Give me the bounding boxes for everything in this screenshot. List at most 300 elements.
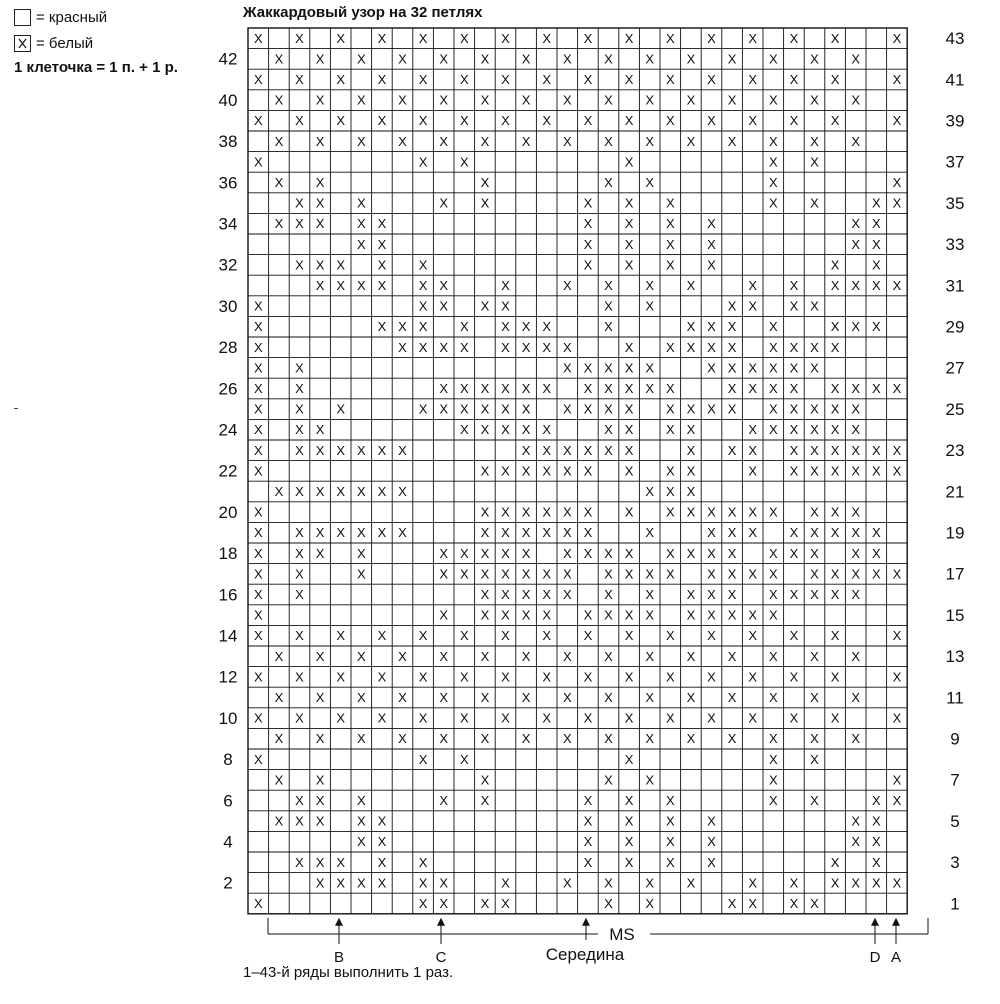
cell-x-mark: X	[336, 854, 346, 870]
cell-x-mark: X	[748, 113, 758, 129]
cell-x-mark: X	[501, 669, 510, 685]
cell-x-mark: X	[624, 360, 634, 376]
cell-x-mark: X	[810, 92, 819, 108]
cell-x-mark: X	[851, 92, 861, 108]
cell-x-mark: X	[356, 545, 366, 561]
cell-x-mark: X	[480, 896, 490, 912]
cell-x-mark: X	[377, 669, 387, 685]
cell-x-mark: X	[686, 484, 696, 500]
cell-x-mark: X	[727, 339, 737, 355]
cell-x-mark: X	[501, 298, 510, 314]
cell-x-mark: X	[295, 216, 304, 232]
cell-x-mark: X	[336, 669, 346, 685]
cell-x-mark: X	[418, 278, 428, 294]
cell-x-mark: X	[418, 339, 428, 355]
cell-x-mark: X	[459, 628, 469, 644]
cell-x-mark: X	[748, 607, 758, 623]
cell-x-mark: X	[768, 772, 778, 788]
cell-x-mark: X	[851, 236, 861, 252]
cell-x-mark: X	[604, 566, 613, 582]
row-label-right: 35	[945, 193, 965, 213]
cell-x-mark: X	[459, 751, 469, 767]
cell-x-mark: X	[521, 504, 531, 520]
cell-x-mark: X	[315, 875, 325, 891]
cell-x-mark: X	[356, 92, 366, 108]
row-label-left: 16	[218, 585, 238, 605]
cell-x-mark: X	[624, 72, 634, 88]
cell-x-mark: X	[315, 92, 325, 108]
row-label-right: 5	[950, 811, 960, 831]
cell-x-mark: X	[521, 319, 531, 335]
cell-x-mark: X	[871, 236, 881, 252]
cell-x-mark: X	[665, 710, 675, 726]
cell-x-mark: X	[624, 566, 634, 582]
cell-x-mark: X	[439, 607, 449, 623]
cell-x-mark: X	[830, 113, 840, 129]
cell-x-mark: X	[480, 504, 490, 520]
cell-x-mark: X	[707, 72, 716, 88]
cell-x-mark: X	[665, 854, 675, 870]
cell-x-mark: X	[871, 834, 881, 850]
cell-x-mark: X	[645, 175, 655, 191]
cell-x-mark: X	[583, 504, 593, 520]
cell-x-mark: X	[789, 545, 799, 561]
cell-x-mark: X	[315, 51, 325, 67]
cell-x-mark: X	[253, 463, 263, 479]
cell-x-mark: X	[686, 339, 696, 355]
cell-x-mark: X	[439, 875, 449, 891]
legend-red-label: = красный	[36, 8, 108, 26]
cell-x-mark: X	[418, 628, 428, 644]
cell-x-mark: X	[521, 92, 531, 108]
cell-x-mark: X	[253, 628, 263, 644]
cell-x-mark: X	[418, 710, 428, 726]
cell-x-mark: X	[459, 154, 469, 170]
cell-x-mark: X	[480, 92, 490, 108]
cell-x-mark: X	[686, 875, 696, 891]
cell-x-mark: X	[480, 381, 490, 397]
cell-x-mark: X	[418, 319, 428, 335]
cell-x-mark: X	[295, 525, 304, 541]
cell-x-mark: X	[418, 154, 428, 170]
cell-x-mark: X	[562, 278, 572, 294]
cell-x-mark: X	[871, 381, 881, 397]
cell-x-mark: X	[542, 607, 552, 623]
cell-x-mark: X	[295, 360, 304, 376]
cell-x-mark: X	[645, 896, 655, 912]
cell-x-mark: X	[851, 216, 861, 232]
cell-x-mark: X	[562, 690, 572, 706]
cell-x-mark: X	[583, 545, 593, 561]
cell-x-mark: X	[768, 401, 778, 417]
cell-x-mark: X	[542, 422, 552, 438]
cell-x-mark: X	[398, 648, 407, 664]
cell-x-mark: X	[686, 92, 696, 108]
cell-x-mark: X	[789, 360, 799, 376]
row-label-right: 43	[945, 29, 965, 49]
cell-x-mark: X	[315, 793, 325, 809]
cell-x-mark: X	[624, 154, 634, 170]
row-label-left: 36	[218, 173, 238, 193]
cell-x-mark: X	[871, 854, 881, 870]
cell-x-mark: X	[501, 545, 510, 561]
cell-x-mark: X	[892, 710, 902, 726]
cell-x-mark: X	[583, 813, 593, 829]
cell-x-mark: X	[624, 545, 634, 561]
row-label-left: 20	[218, 502, 238, 522]
cell-x-mark: X	[253, 401, 263, 417]
cell-x-mark: X	[707, 587, 716, 603]
cell-x-mark: X	[707, 319, 716, 335]
cell-x-mark: X	[604, 545, 613, 561]
cell-x-mark: X	[336, 710, 346, 726]
cell-x-mark: X	[295, 710, 304, 726]
row-label-left: 40	[218, 90, 238, 110]
cell-x-mark: X	[830, 257, 840, 273]
cell-x-mark: X	[665, 236, 675, 252]
cell-x-mark: X	[686, 690, 696, 706]
cell-x-mark: X	[542, 566, 552, 582]
cell-x-mark: X	[480, 690, 490, 706]
cell-x-mark: X	[315, 278, 325, 294]
cell-x-mark: X	[604, 92, 613, 108]
cell-x-mark: X	[274, 731, 284, 747]
cell-x-mark: X	[810, 504, 819, 520]
cell-x-mark: X	[377, 236, 387, 252]
row-label-left: 28	[218, 338, 238, 358]
cell-x-mark: X	[439, 195, 449, 211]
cell-x-mark: X	[377, 278, 387, 294]
cell-x-mark: X	[871, 463, 881, 479]
cell-x-mark: X	[583, 628, 593, 644]
cell-x-mark: X	[501, 30, 510, 46]
cell-x-mark: X	[583, 463, 593, 479]
cell-x-mark: X	[583, 669, 593, 685]
cell-x-mark: X	[624, 401, 634, 417]
row-label-right: 17	[945, 564, 965, 584]
cell-x-mark: X	[892, 566, 902, 582]
row-label-right: 1	[950, 894, 960, 914]
cell-x-mark: X	[665, 339, 675, 355]
cell-x-mark: X	[645, 51, 655, 67]
cell-x-mark: X	[542, 628, 552, 644]
cell-x-mark: X	[480, 133, 490, 149]
cell-x-mark: X	[583, 72, 593, 88]
cell-x-mark: X	[583, 381, 593, 397]
cell-x-mark: X	[439, 401, 449, 417]
cell-x-mark: X	[810, 360, 819, 376]
cell-x-mark: X	[707, 30, 716, 46]
cell-x-mark: X	[789, 113, 799, 129]
cell-x-mark: X	[253, 896, 263, 912]
cell-x-mark: X	[789, 30, 799, 46]
cell-x-mark: X	[480, 525, 490, 541]
cell-x-mark: X	[892, 175, 902, 191]
cell-x-mark: X	[624, 339, 634, 355]
cell-x-mark: X	[583, 834, 593, 850]
cell-x-mark: X	[768, 51, 778, 67]
cell-x-mark: X	[356, 133, 366, 149]
cell-x-mark: X	[707, 813, 716, 829]
cell-x-mark: X	[562, 360, 572, 376]
cell-x-mark: X	[871, 257, 881, 273]
cell-x-mark: X	[542, 463, 552, 479]
cell-x-mark: X	[665, 381, 675, 397]
cell-x-mark: X	[645, 525, 655, 541]
cell-x-mark: X	[727, 504, 737, 520]
cell-x-mark: X	[315, 545, 325, 561]
cell-x-mark: X	[542, 30, 552, 46]
cell-x-mark: X	[356, 442, 366, 458]
cell-x-mark: X	[892, 195, 902, 211]
cell-x-mark: X	[748, 463, 758, 479]
cell-x-mark: X	[274, 648, 284, 664]
cell-x-mark: X	[624, 195, 634, 211]
cell-x-mark: X	[810, 525, 819, 541]
row-label-left: 42	[218, 49, 238, 69]
cell-x-mark: X	[439, 381, 449, 397]
arrow-middle-arrowhead-icon	[582, 918, 590, 926]
cell-x-mark: X	[315, 195, 325, 211]
cell-x-mark: X	[604, 772, 613, 788]
cell-x-mark: X	[789, 442, 799, 458]
cell-x-mark: X	[542, 504, 552, 520]
cell-x-mark: X	[315, 731, 325, 747]
cell-x-mark: X	[686, 463, 696, 479]
cell-x-mark: X	[274, 175, 284, 191]
cell-x-mark: X	[645, 772, 655, 788]
cell-x-mark: X	[542, 113, 552, 129]
cell-x-mark: X	[686, 51, 696, 67]
cell-x-mark: X	[356, 813, 366, 829]
row-label-right: 39	[945, 111, 965, 131]
cell-x-mark: X	[748, 628, 758, 644]
cell-x-mark: X	[480, 793, 490, 809]
cell-x-mark: X	[336, 72, 346, 88]
row-label-left: 8	[223, 750, 233, 770]
cell-x-mark: X	[501, 401, 510, 417]
cell-x-mark: X	[562, 504, 572, 520]
cell-x-mark: X	[480, 566, 490, 582]
cell-x-mark: X	[789, 587, 799, 603]
row-label-left: 26	[218, 379, 238, 399]
cell-x-mark: X	[892, 278, 902, 294]
cell-x-mark: X	[377, 525, 387, 541]
cell-x-mark: X	[521, 566, 531, 582]
row-label-right: 13	[945, 647, 965, 667]
cell-x-mark: X	[892, 463, 902, 479]
cell-x-mark: X	[356, 566, 366, 582]
cell-x-mark: X	[562, 339, 572, 355]
cell-x-mark: X	[253, 381, 263, 397]
cell-x-mark: X	[727, 360, 737, 376]
cell-x-mark: X	[439, 793, 449, 809]
cell-x-mark: X	[459, 30, 469, 46]
cell-x-mark: X	[583, 442, 593, 458]
arrow-c-arrowhead-icon	[437, 918, 445, 926]
cell-x-mark: X	[418, 875, 428, 891]
cell-x-mark: X	[645, 566, 655, 582]
cell-x-mark: X	[459, 72, 469, 88]
cell-x-mark: X	[830, 710, 840, 726]
cell-x-mark: X	[727, 381, 737, 397]
cell-x-mark: X	[604, 401, 613, 417]
cell-x-mark: X	[583, 793, 593, 809]
cell-x-mark: X	[542, 72, 552, 88]
cell-x-mark: X	[521, 587, 531, 603]
cell-x-mark: X	[707, 545, 716, 561]
cell-x-mark: X	[686, 401, 696, 417]
cell-x-mark: X	[851, 587, 861, 603]
cell-x-mark: X	[480, 298, 490, 314]
cell-x-mark: X	[604, 278, 613, 294]
cell-x-mark: X	[480, 463, 490, 479]
cell-x-mark: X	[686, 545, 696, 561]
row-label-right: 23	[945, 441, 965, 461]
cell-x-mark: X	[274, 772, 284, 788]
row-label-left: 24	[218, 420, 238, 440]
cell-x-mark: X	[810, 463, 819, 479]
cell-x-mark: X	[377, 834, 387, 850]
cell-x-mark: X	[851, 690, 861, 706]
cell-x-mark: X	[253, 566, 263, 582]
cell-x-mark: X	[542, 319, 552, 335]
cell-x-mark: X	[356, 834, 366, 850]
cell-x-mark: X	[892, 669, 902, 685]
cell-x-mark: X	[377, 257, 387, 273]
cell-x-mark: X	[768, 566, 778, 582]
legend-cell-note: 1 клеточка = 1 п. + 1 р.	[14, 59, 178, 76]
cell-x-mark: X	[562, 587, 572, 603]
cell-x-mark: X	[521, 690, 531, 706]
cell-x-mark: X	[727, 690, 737, 706]
cell-x-mark: X	[253, 525, 263, 541]
cell-x-mark: X	[851, 525, 861, 541]
cell-x-mark: X	[768, 793, 778, 809]
cell-x-mark: X	[707, 710, 716, 726]
cell-x-mark: X	[583, 195, 593, 211]
cell-x-mark: X	[501, 504, 510, 520]
cell-x-mark: X	[336, 257, 346, 273]
cell-x-mark: X	[810, 51, 819, 67]
cell-x-mark: X	[624, 834, 634, 850]
cell-x-mark: X	[315, 442, 325, 458]
cell-x-mark: X	[789, 628, 799, 644]
cell-x-mark: X	[789, 278, 799, 294]
cell-x-mark: X	[439, 648, 449, 664]
cell-x-mark: X	[604, 133, 613, 149]
cell-x-mark: X	[686, 133, 696, 149]
cell-x-mark: X	[501, 381, 510, 397]
cell-x-mark: X	[562, 648, 572, 664]
cell-x-mark: X	[562, 566, 572, 582]
cell-x-mark: X	[748, 422, 758, 438]
cell-x-mark: X	[356, 236, 366, 252]
cell-x-mark: X	[439, 545, 449, 561]
cell-x-mark: X	[356, 278, 366, 294]
cell-x-mark: X	[253, 587, 263, 603]
cell-x-mark: X	[521, 401, 531, 417]
cell-x-mark: X	[686, 607, 696, 623]
cell-x-mark: X	[562, 92, 572, 108]
cell-x-mark: X	[253, 72, 263, 88]
cell-x-mark: X	[315, 257, 325, 273]
cell-x-mark: X	[253, 607, 263, 623]
row-label-left: 2	[223, 873, 233, 893]
cell-x-mark: X	[459, 319, 469, 335]
cell-x-mark: X	[604, 587, 613, 603]
cell-x-mark: X	[665, 422, 675, 438]
cell-x-mark: X	[604, 360, 613, 376]
cell-x-mark: X	[810, 566, 819, 582]
cell-x-mark: X	[645, 587, 655, 603]
cell-x-mark: X	[665, 195, 675, 211]
cell-x-mark: X	[768, 751, 778, 767]
cell-x-mark: X	[789, 401, 799, 417]
cell-x-mark: X	[768, 690, 778, 706]
cell-x-mark: X	[789, 669, 799, 685]
cell-x-mark: X	[377, 484, 387, 500]
cell-x-mark: X	[604, 422, 613, 438]
cell-x-mark: X	[830, 72, 840, 88]
cell-x-mark: X	[727, 607, 737, 623]
cell-x-mark: X	[686, 504, 696, 520]
cell-x-mark: X	[418, 401, 428, 417]
cell-x-mark: X	[295, 793, 304, 809]
cell-x-mark: X	[295, 566, 304, 582]
cell-x-mark: X	[356, 731, 366, 747]
cell-x-mark: X	[315, 772, 325, 788]
cell-x-mark: X	[748, 278, 758, 294]
cell-x-mark: X	[521, 525, 531, 541]
cell-x-mark: X	[604, 607, 613, 623]
row-label-right: 21	[945, 482, 965, 502]
cell-x-mark: X	[521, 545, 531, 561]
cell-x-mark: X	[645, 278, 655, 294]
cell-x-mark: X	[583, 257, 593, 273]
cell-x-mark: X	[521, 339, 531, 355]
cell-x-mark: X	[459, 401, 469, 417]
cell-x-mark: X	[810, 154, 819, 170]
cell-x-mark: X	[336, 525, 346, 541]
cell-x-mark: X	[315, 648, 325, 664]
cell-x-mark: X	[459, 710, 469, 726]
cell-x-mark: X	[830, 504, 840, 520]
row-label-right: 37	[945, 152, 965, 172]
cell-x-mark: X	[377, 813, 387, 829]
chart-bottom-markers	[268, 918, 928, 966]
ms-label: MS	[609, 925, 635, 944]
cell-x-mark: X	[645, 875, 655, 891]
cell-x-mark: X	[501, 278, 510, 294]
cell-x-mark: X	[727, 545, 737, 561]
cell-x-mark: X	[521, 463, 531, 479]
cell-x-mark: X	[604, 175, 613, 191]
cell-x-mark: X	[398, 731, 407, 747]
legend-white-label: = белый	[36, 34, 94, 52]
row-label-left: 6	[223, 791, 233, 811]
cell-x-mark: X	[830, 278, 840, 294]
cell-x-mark: X	[645, 648, 655, 664]
cell-x-mark: X	[707, 566, 716, 582]
chart-grid	[248, 28, 907, 914]
cell-x-mark: X	[748, 72, 758, 88]
cell-x-mark: X	[665, 257, 675, 273]
cell-x-mark: X	[562, 463, 572, 479]
cell-x-mark: X	[459, 113, 469, 129]
row-label-left: 32	[218, 255, 238, 275]
cell-x-mark: X	[562, 875, 572, 891]
